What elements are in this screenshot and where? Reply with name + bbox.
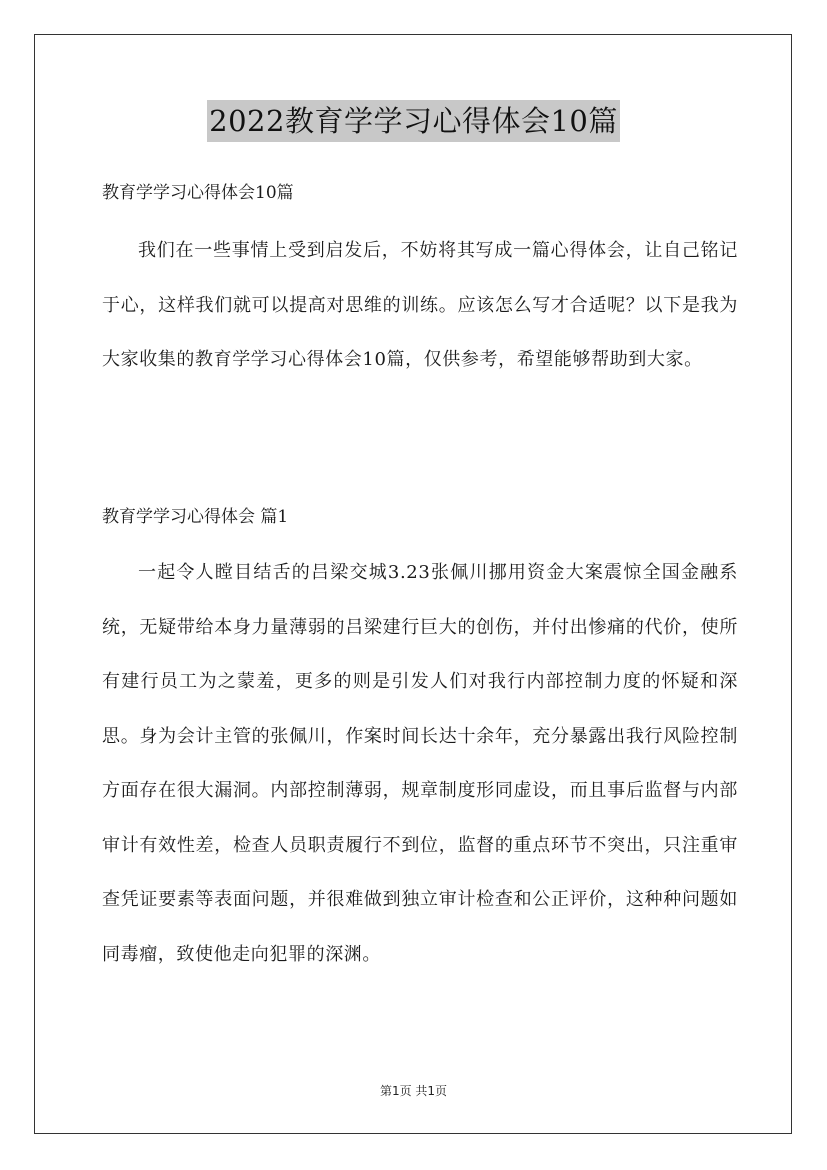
- section-paragraph-1: 一起令人瞠目结舌的吕梁交城3.23张佩川挪用资金大案震惊全国金融系统，无疑带给本身力量薄弱的吕梁建行巨大的创伤，并付出惨痛的代价，使所有建行员工为之蒙羞，更多的则是引发人们对我行内部控制力度的怀疑和深思。身为会计主管的张佩川，作案时间长达十余年，充分暴露出我行风险控制方面存在很大漏洞。内部控制薄弱，规章制度形同虚设，而且事后监督与内部审计有效性差，检查人员职责履行不到位，监督的重点环节不突出，只注重审查凭证要素等表面问题，并很难做到独立审计检查和公正评价，这种种问题如同毒瘤，致使他走向犯罪的深渊。: [102, 562, 738, 965]
- page-footer: 第1页 共1页: [379, 1084, 448, 1098]
- intro-paragraph: 我们在一些事情上受到启发后，不妨将其写成一篇心得体会，让自己铭记于心，这样我们就可以提高对思维的训练。应该怎么写才合适呢？以下是我为大家收集的教育学学习心得体会10篇，仅供参考，希望能够帮助到大家。: [102, 240, 738, 370]
- document-subtitle: 教育学学习心得体会10篇: [102, 183, 294, 203]
- document-title: 2022教育学学习心得体会10篇: [207, 100, 620, 142]
- title-container: [0, 100, 827, 142]
- section-heading-1: 教育学学习心得体会 篇1: [102, 507, 289, 527]
